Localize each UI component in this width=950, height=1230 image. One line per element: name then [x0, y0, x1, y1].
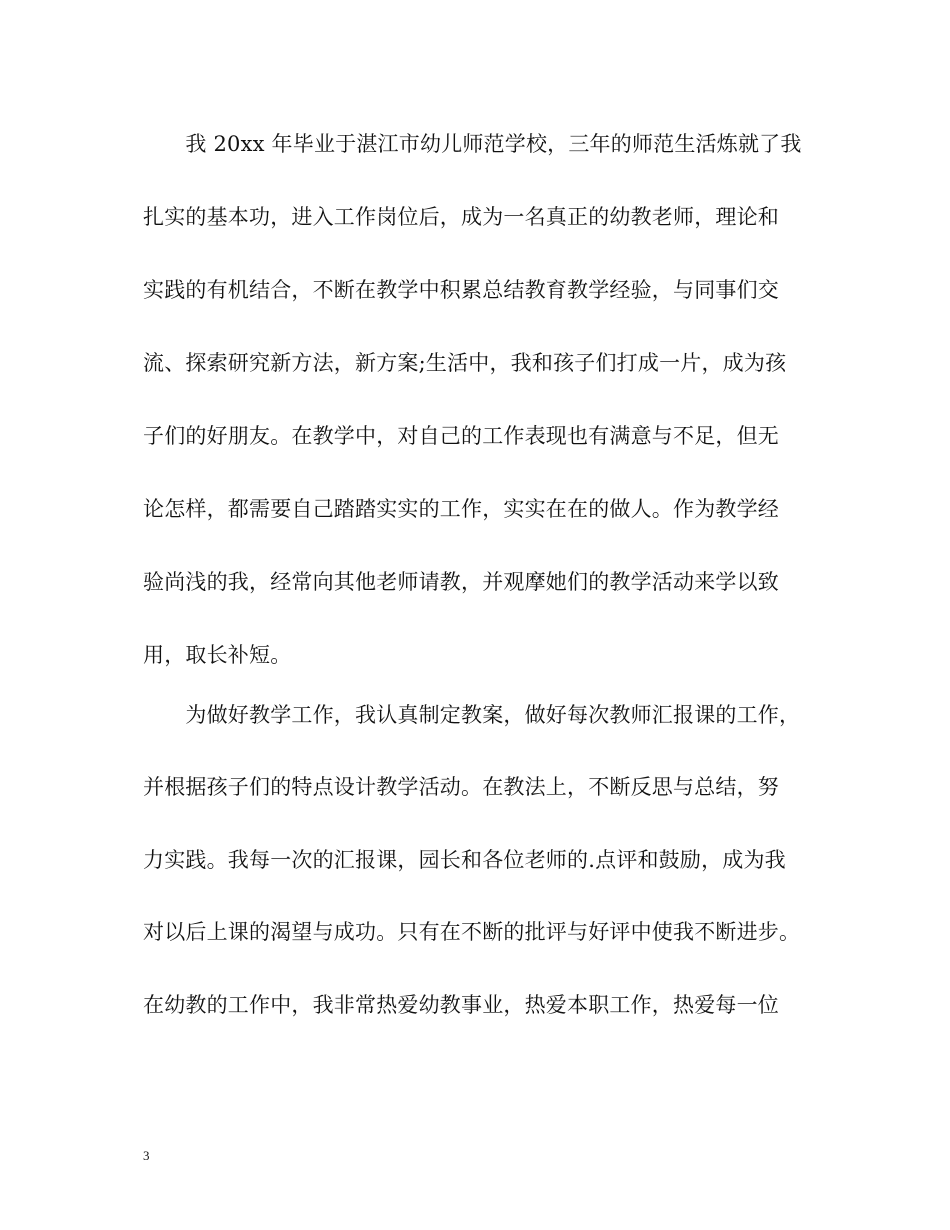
- text-line: 子们的好朋友。在教学中，对自己的工作表现也有满意与不足，但无: [143, 424, 779, 448]
- text-line: 在幼教的工作中，我非常热爱幼教事业，热爱本职工作，热爱每一位: [143, 993, 779, 1017]
- text-line: 验尚浅的我，经常向其他老师请教，并观摩她们的教学活动来学以致: [143, 570, 779, 594]
- page-number: 3: [143, 1148, 150, 1163]
- text-line: 实践的有机结合，不断在教学中积累总结教育教学经验，与同事们交: [143, 278, 779, 302]
- text-line: 用，取长补短。: [143, 643, 292, 667]
- text-line: 力实践。我每一次的汇报课，园长和各位老师的.点评和鼓励，成为我: [143, 848, 786, 872]
- text-line: 流、探索研究新方法，新方案;生活中，我和孩子们打成一片，成为孩: [143, 351, 787, 375]
- text-line: 我 20xx 年毕业于湛江市幼儿师范学校，三年的师范生活炼就了我: [143, 132, 802, 156]
- text-line: 论怎样，都需要自己踏踏实实的工作，实实在在的做人。作为教学经: [143, 497, 779, 521]
- text-line: 并根据孩子们的特点设计教学活动。在教法上，不断反思与总结，努: [143, 775, 779, 799]
- text-line: 扎实的基本功，进入工作岗位后，成为一名真正的幼教老师，理论和: [143, 205, 779, 229]
- text-line: 为做好教学工作，我认真制定教案，做好每次教师汇报课的工作，: [143, 703, 801, 727]
- text-line: 对以后上课的渴望与成功。只有在不断的批评与好评中使我不断进步。: [143, 920, 801, 944]
